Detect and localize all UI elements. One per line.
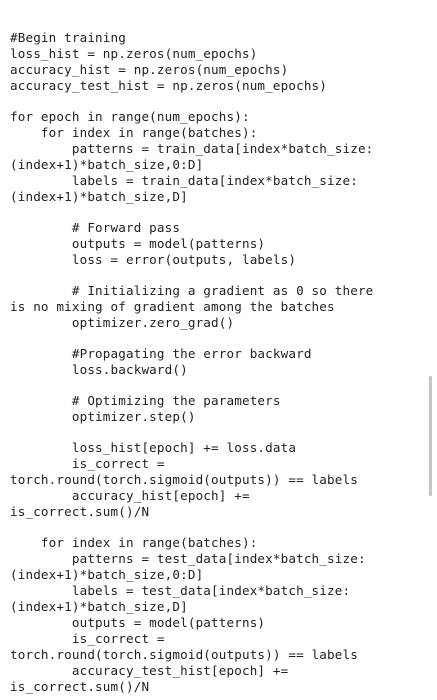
code-line: patterns = train_data[index*batch_size: [10, 141, 374, 156]
code-line: for epoch in range(num_epochs): [10, 109, 250, 124]
code-line: accuracy_hist = np.zeros(num_epochs) [10, 62, 289, 77]
code-line: for index in range(batches): [10, 535, 258, 550]
code-line: accuracy_test_hist = np.zeros(num_epochs) [10, 78, 328, 93]
code-line: loss_hist[epoch] += loss.data [10, 440, 297, 455]
code-line: is no mixing of gradient among the batches [10, 299, 335, 314]
vertical-scrollbar[interactable] [429, 376, 432, 496]
code-line: loss = error(outputs, labels) [10, 252, 297, 267]
code-line: patterns = test_data[index*batch_size: [10, 551, 366, 566]
code-line: (index+1)*batch_size,0:D] [10, 157, 204, 172]
code-line: is_correct = [10, 456, 165, 471]
code-line: accuracy_test_hist[epoch] += [10, 663, 289, 678]
code-line: labels = train_data[index*batch_size: [10, 173, 358, 188]
code-line: is_correct.sum()/N [10, 504, 150, 519]
code-line: accuracy_hist[epoch] += [10, 488, 250, 503]
code-line: is_correct.sum()/N [10, 679, 150, 694]
code-line: outputs = model(patterns) [10, 615, 266, 630]
code-line: is_correct = [10, 631, 165, 646]
code-line: torch.round(torch.sigmoid(outputs)) == labels [10, 472, 358, 487]
code-line: labels = test_data[index*batch_size: [10, 583, 351, 598]
code-line: (index+1)*batch_size,0:D] [10, 567, 204, 582]
code-line: # Optimizing the parameters [10, 393, 281, 408]
code-line: (index+1)*batch_size,D] [10, 189, 188, 204]
code-line: # Forward pass [10, 220, 181, 235]
code-line: for index in range(batches): [10, 125, 258, 140]
code-line: #Begin training [10, 30, 126, 45]
code-line: optimizer.zero_grad() [10, 315, 235, 330]
code-line: optimizer.step() [10, 409, 196, 424]
code-line: outputs = model(patterns) [10, 236, 266, 251]
code-line: torch.round(torch.sigmoid(outputs)) == labels [10, 647, 358, 662]
code-line: loss.backward() [10, 362, 188, 377]
code-line: # Initializing a gradient as 0 so there [10, 283, 374, 298]
code-line: #Propagating the error backward [10, 346, 312, 361]
code-line: loss_hist = np.zeros(num_epochs) [10, 46, 258, 61]
code-line: (index+1)*batch_size,D] [10, 599, 188, 614]
